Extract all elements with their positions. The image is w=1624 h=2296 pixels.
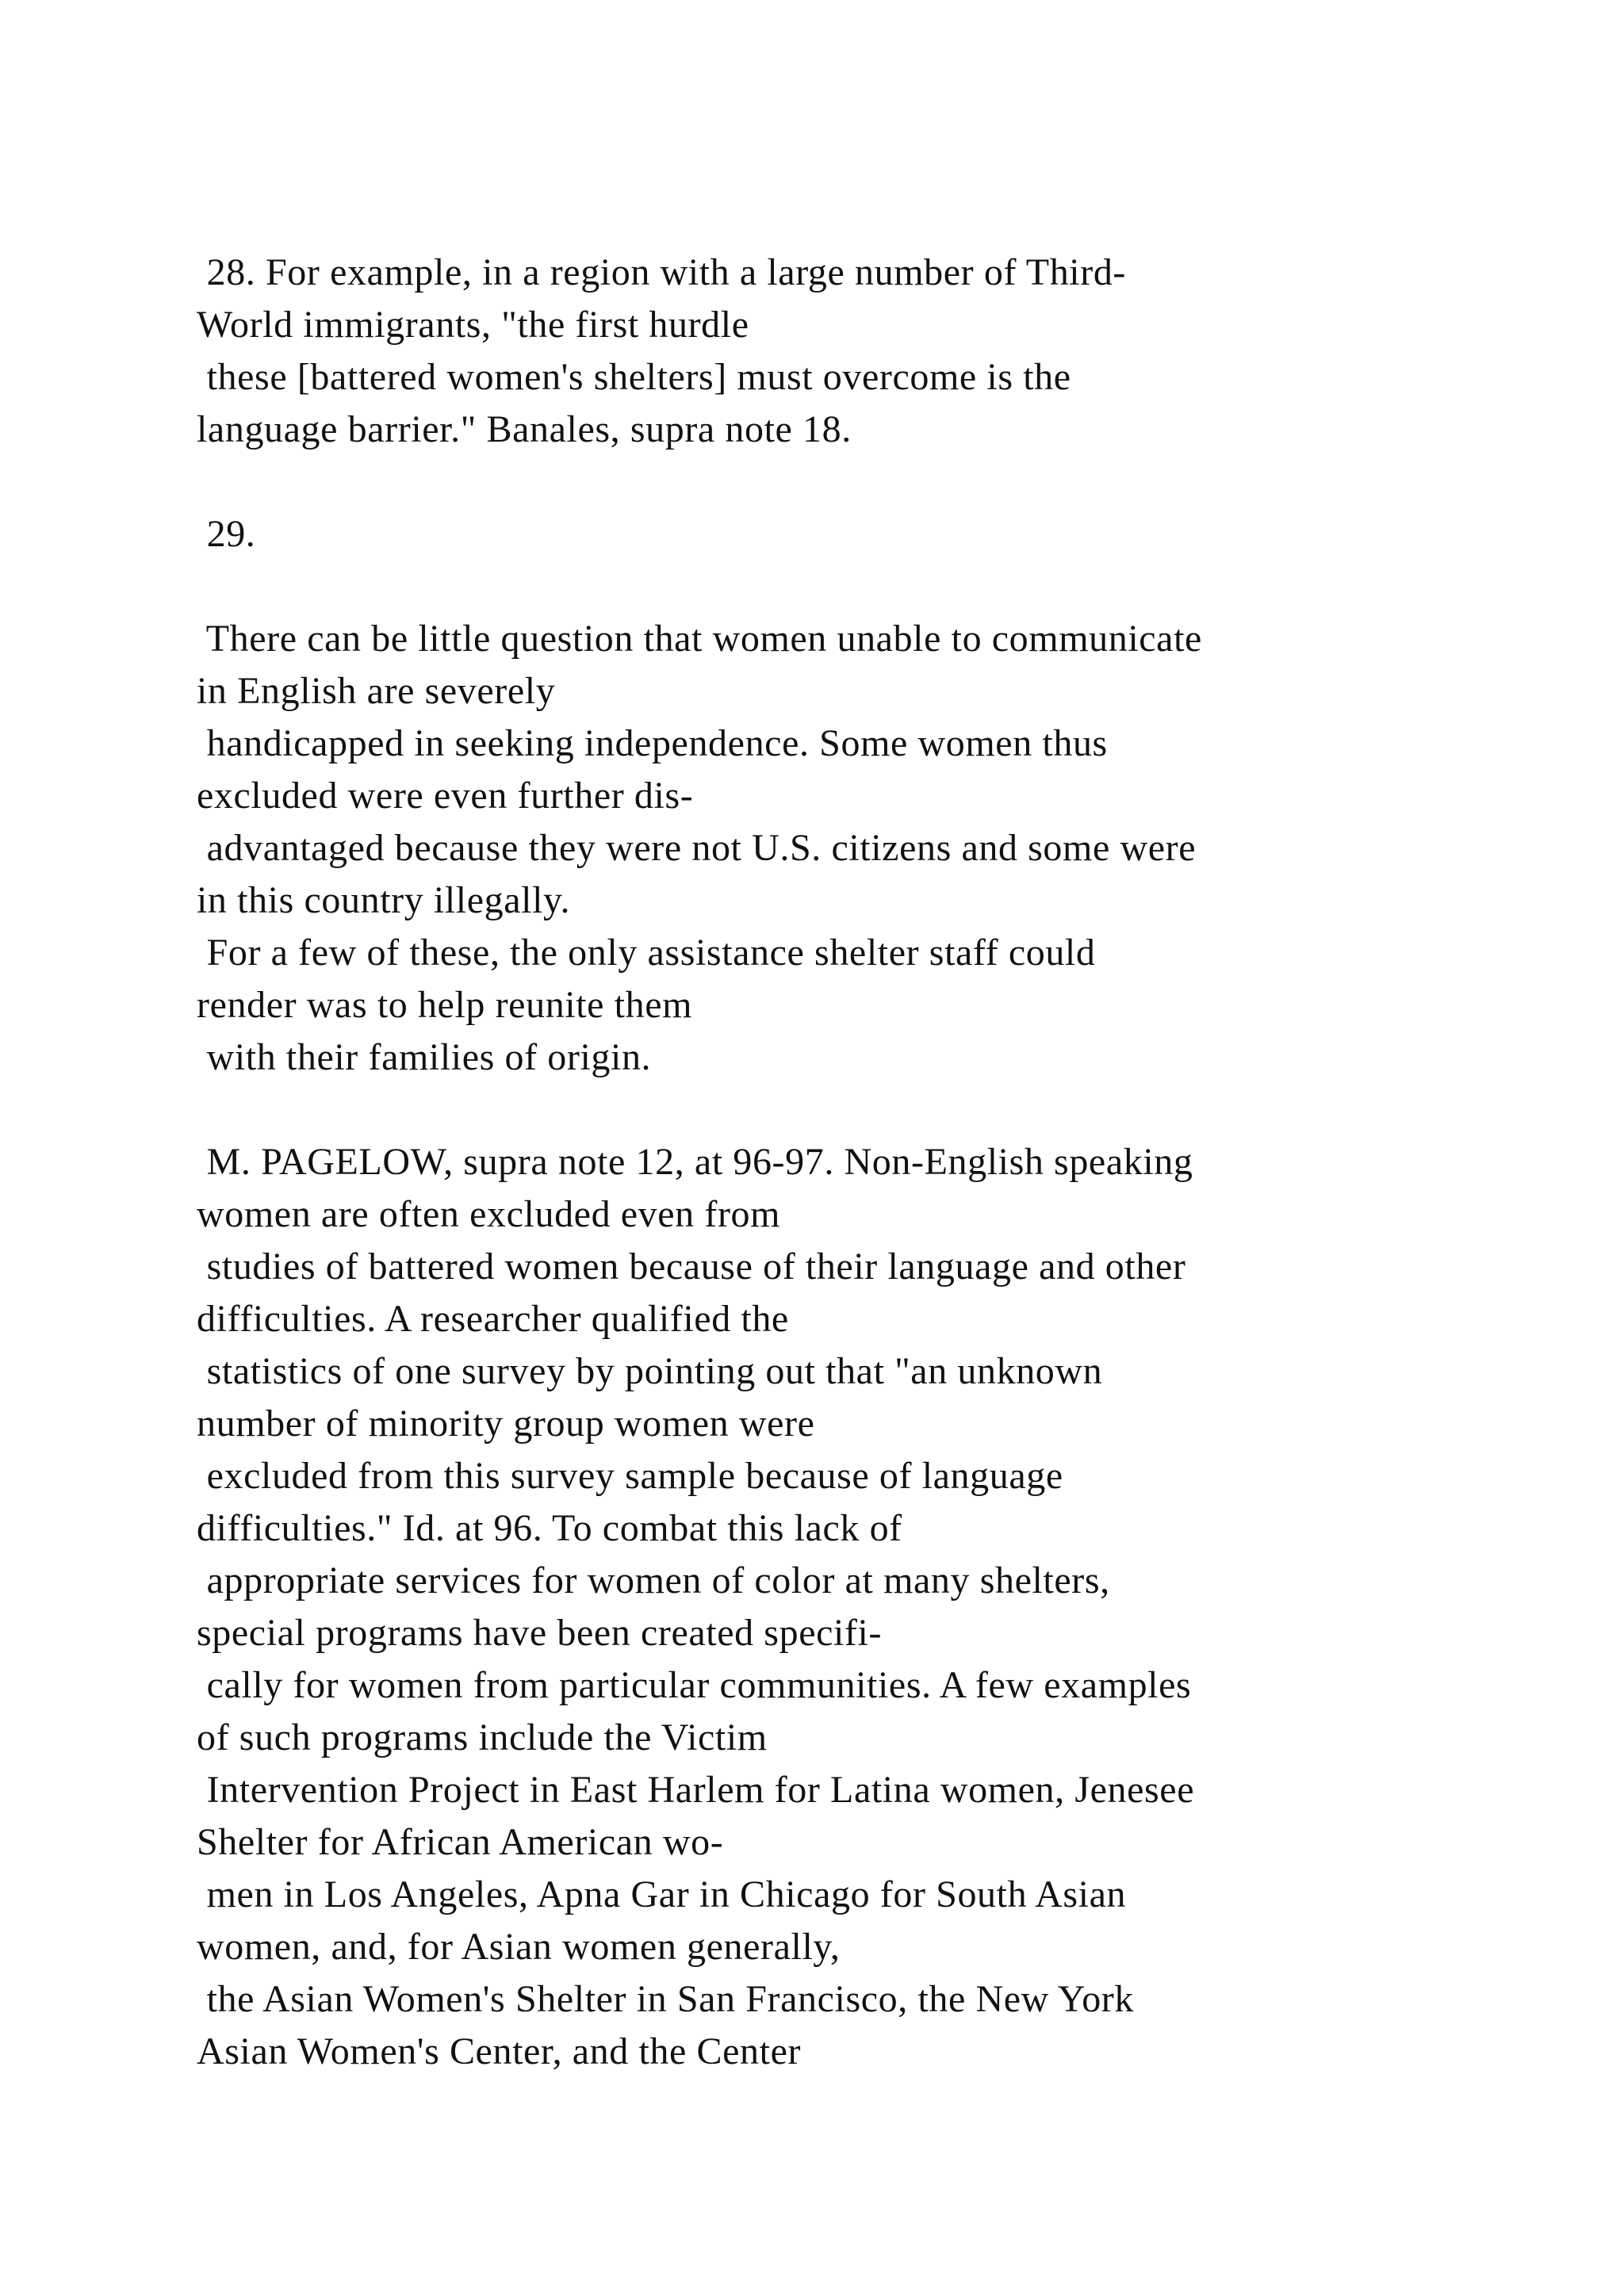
text-line: 29. [197,513,256,555]
text-line: of such programs include the Victim [197,1716,768,1758]
text-line: excluded were even further dis- [197,775,694,817]
text-line: studies of battered women because of their language and other [197,1246,1186,1288]
text-line: these [battered women's shelters] must overcome is the [197,356,1071,398]
text-line: in this country illegally. [197,879,571,921]
text-line: There can be little question that women unable to communicate [197,618,1202,660]
blank-line [197,456,1465,508]
text-line: render was to help reunite them [197,984,693,1026]
text-line: the Asian Women's Shelter in San Francisco, the New York [197,1978,1134,2020]
text-line: M. PAGELOW, supra note 12, at 96-97. Non-English speaking [197,1141,1193,1183]
text-line: handicapped in seeking independence. Some women thus [197,722,1108,764]
blank-line [197,561,1465,613]
text-line: difficulties. A researcher qualified the [197,1298,789,1340]
text-line: in English are severely [197,670,556,712]
text-line: statistics of one survey by pointing out that "an unknown [197,1350,1103,1392]
text-line: 28. For example, in a region with a large number of Third- [197,251,1127,293]
text-line: For a few of these, the only assistance shelter staff could [197,932,1096,974]
text-line: language barrier." Banales, supra note 18. [197,408,852,450]
text-line: men in Los Angeles, Apna Gar in Chicago for South Asian [197,1873,1127,1915]
text-line: special programs have been created specifi- [197,1612,883,1654]
footnote-text-block [197,247,1465,2078]
text-line: cally for women from particular communities. A few examples [197,1664,1192,1706]
text-line: women, and, for Asian women generally, [197,1926,841,1968]
blank-line [197,1084,1465,1136]
text-line: women are often excluded even from [197,1193,781,1235]
text-line: excluded from this survey sample because of language [197,1455,1063,1497]
text-line: Shelter for African American wo- [197,1821,724,1863]
text-line: with their families of origin. [197,1036,652,1078]
text-line: difficulties." Id. at 96. To combat this lack of [197,1507,902,1549]
text-line: number of minority group women were [197,1402,815,1445]
text-line: advantaged because they were not U.S. citizens and some were [197,827,1197,869]
text-line: Intervention Project in East Harlem for Latina women, Jenesee [197,1769,1195,1811]
text-line: World immigrants, "the first hurdle [197,304,749,346]
text-line: Asian Women's Center, and the Center [197,2030,802,2072]
text-line: appropriate services for women of color at many shelters, [197,1559,1110,1601]
